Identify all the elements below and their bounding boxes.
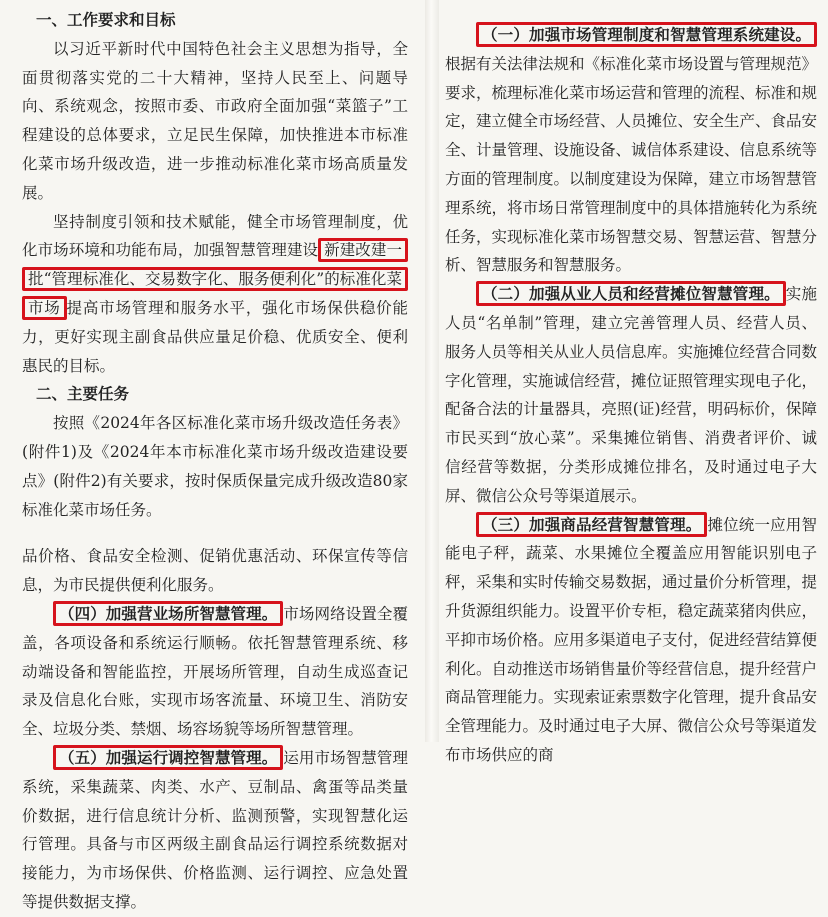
subsection-5 — [22, 744, 408, 917]
subsection-2-body: 实施人员“名单制”管理，建立完善管理人员、经营人员、服务人员等相关从业人员信息库。实施摊位经营合同数字化管理，实施诚信经营，摊位证照管理实现电子化，配备合法的计量器具，亮照(证)经营，明码标价，保障市民买到“放心菜”。采集摊位销售、消费者评价、诚信经营等数据，分类形成摊位排名，及时通过电子大屏、微信公众号等渠道展示。 — [445, 285, 818, 505]
right-column — [445, 0, 818, 764]
subsection-3-body: 摊位统一应用智能电子秤，蔬菜、水果摊位全覆盖应用智能识别电子秤，采集和实时传输交易数据，通过量价分析管理，提升货源组织能力。设置平价专柜，稳定蔬菜猪肉供应，平抑市场价格。应用多渠道电子支付，促进经营结算便利化。自动推送市场销售量价等经营信息，提升经营户商品管理能力。实现索证索票数字化管理，提升食品安全管理能力。及时通过电子大屏、微信公众号等渠道发布市场供应的商 — [445, 515, 818, 764]
paragraph-3-text: 按照《2024年各区标准化菜市场升级改造任务表》(附件1)及《2024年本市标准化菜市场升级改造建设要点》(附件2)有关要求，按时保质保量完成升级改造80家标准化菜市场任务。 — [22, 414, 408, 519]
subsection-2-title: （二）加强从业人员和经营摊位智慧管理。 — [476, 281, 786, 306]
subsection-4-title: （四）加强营业场所智慧管理。 — [53, 601, 283, 626]
paragraph-3 — [22, 409, 408, 524]
paragraph-1 — [22, 35, 408, 208]
subsection-4 — [22, 600, 408, 744]
paragraph-2-text-a: 坚持制度引领和技术赋能，健全市场管理制度，优化市场环境和功能布局，加强智慧管理建设 — [22, 212, 408, 260]
highlight-standardized-market: 新建改建一批“管理标准化、交易数字化、服务便利化”的标准化菜市场 — [22, 238, 408, 320]
subsection-3 — [445, 511, 817, 770]
column-divider — [425, 0, 439, 742]
page-break-gap — [22, 524, 408, 542]
subsection-5-title: （五）加强运行调控智慧管理。 — [53, 745, 283, 770]
subsection-1-title: （一）加强市场管理制度和智慧管理系统建设。 — [476, 22, 817, 47]
paragraph-4-text: 品价格、食品安全检测、促销优惠活动、环保宣传等信息，为市民提供便利化服务。 — [22, 547, 408, 595]
subsection-1 — [445, 21, 817, 280]
paragraph-1-text: 以习近平新时代中国特色社会主义思想为指导，全面贯彻落实党的二十大精神，坚持人民至上、问题导向、系统观念，按照市委、市政府全面加强“菜篮子”工程建设的总体要求，立足民生保障，加快推进本市标准化菜市场升级改造，进一步推动标准化菜市场高质量发展。 — [22, 39, 408, 202]
paragraph-4 — [22, 542, 408, 600]
paragraph-2-text-b: 提高市场管理和服务水平，强化市场保供稳价能力，更好实现主副食品供应量足价稳、优质安全、便利惠民的目标。 — [22, 298, 408, 375]
subsection-3-title: （三）加强商品经营智慧管理。 — [476, 512, 707, 537]
section-heading-2: 二、主要任务 — [36, 384, 130, 404]
paragraph-2 — [22, 208, 408, 381]
left-column — [22, 0, 408, 911]
subsection-2 — [445, 280, 817, 510]
subsection-1-body: 根据有关法律法规和《标准化菜市场设置与管理规范》要求，梳理标准化菜市场运营和管理的流程、标准和规定，建立健全市场经营、人员摊位、安全生产、食品安全、计量管理、设施设备、诚信体系建设、信息系统等方面的管理制度。以制度建设为保障，建立市场智慧管理系统，将市场日常管理制度中的具体措施转化为系统任务，实现标准化菜市场智慧交易、智慧运营、智慧分析、智慧服务和智慧服务。 — [445, 54, 818, 275]
section-heading-1: 一、工作要求和目标 — [36, 10, 176, 29]
subsection-5-body: 运用市场智慧管理系统，采集蔬菜、肉类、水产、豆制品、禽蛋等品类量价数据，进行信息统计分析、监测预警，实现智慧化运行管理。具备与市区两级主副食品运行调控系统数据对接能力，为市场保供、价格监测、运行调控、应急处置等提供数据支撑。 — [22, 748, 408, 911]
subsection-4-body: 市场网络设置全覆盖，各项设备和系统运行顺畅。依托智慧管理系统、移动端设备和智能监控，开展场所管理，自动生成巡查记录及信息化台账，实现市场客流量、环境卫生、消防安全、垃圾分类、禁烟、场容场貌等场所智慧管理。 — [22, 604, 408, 739]
